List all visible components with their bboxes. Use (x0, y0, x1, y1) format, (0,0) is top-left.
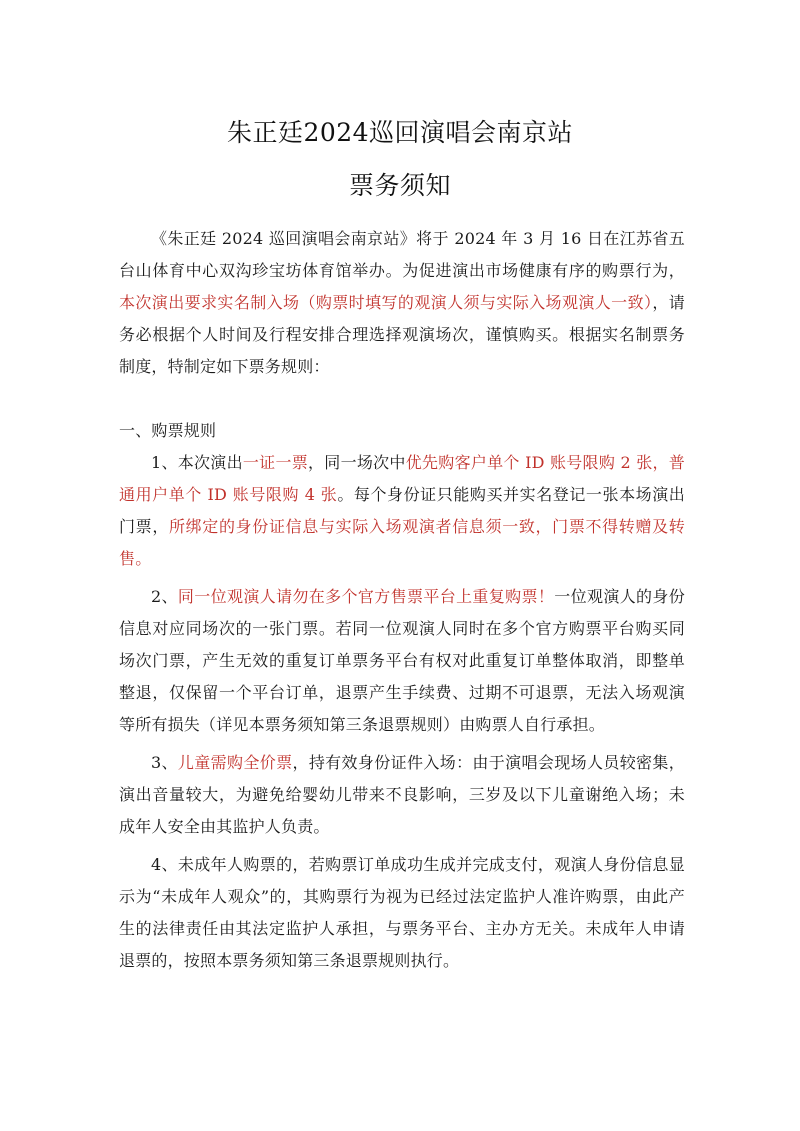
rule-2-text-b: 一位观演人的身份信息对应同场次的一张门票。若同一位观演人同时在多个官方购票平台购买同场次门票，产生无效的重复订单票务平台有权对此重复订单整体取消，即整单整退，仅保留一个平台订单，退票产生手续费、过期不可退票，无法入场观演等所有损失（详见本票务须知第三条退票规则）由购票人自行承担。 (119, 587, 685, 734)
rule-1-highlight-1: 一证一票 (242, 453, 309, 472)
intro-text-b: ，请务必根据个人时间及行程安排合理选择观演场次，谨慎购买。根据实名制票务制度，特制定如下票务规则： (119, 293, 685, 376)
rule-4 (119, 849, 685, 977)
intro-paragraph (119, 223, 685, 383)
page-subtitle: 票务须知 (348, 171, 451, 200)
rule-4-text: 4、未成年人购票的，若购票订单成功生成并完成支付，观演人身份信息显示为“未成年人观众”的，其购票行为视为已经过法定监护人准许购票，由此产生的法律责任由其法定监护人承担，与票务平台、主办方无关。未成年人申请退票的，按照本票务须知第三条退票规则执行。 (119, 855, 685, 970)
rule-3-highlight: 儿童需购全价票 (177, 753, 293, 772)
rule-1-text-b: ，同一场次中 (308, 453, 406, 472)
page-title: 朱正廷2024巡回演唱会南京站 (226, 118, 574, 147)
rule-3 (119, 747, 685, 843)
rule-2 (119, 581, 685, 741)
intro-highlight: 本次演出要求实名制入场（购票时填写的观演人须与实际入场观演人一致） (119, 293, 653, 312)
intro-text-a: 《朱正廷 2024 巡回演唱会南京站》将于 2024 年 3 月 16 日在江苏省五台山体育中心双沟珍宝坊体育馆举办。为促进演出市场健康有序的购票行为， (119, 229, 685, 280)
rule-3-text-a: 3、 (151, 753, 178, 772)
rule-1-highlight-2: 优先购客户单个 ID 账号限购 2 张，普通用户单个 ID 账号限购 4 张 (119, 453, 685, 504)
rule-1 (119, 447, 685, 575)
rule-2-text-a: 2、 (151, 587, 178, 606)
rule-1-text-c: 。每个身份证只能购买并实名登记一张本场演出门票， (119, 485, 685, 536)
section-heading: 一、购票规则 (119, 421, 217, 440)
rule-1-highlight-3: 所绑定的身份证信息与实际入场观演者信息须一致，门票不得转赠及转售。 (119, 517, 685, 568)
rule-2-highlight: 同一位观演人请勿在多个官方售票平台上重复购票！ (177, 587, 555, 606)
rule-3-text-b: ，持有效身份证件入场：由于演唱会现场人员较密集，演出音量较大，为避免给婴幼儿带来不良影响，三岁及以下儿童谢绝入场；未成年人安全由其监护人负责。 (119, 753, 685, 836)
rules-list (119, 447, 685, 977)
rule-1-text-a: 1、本次演出 (151, 453, 243, 472)
